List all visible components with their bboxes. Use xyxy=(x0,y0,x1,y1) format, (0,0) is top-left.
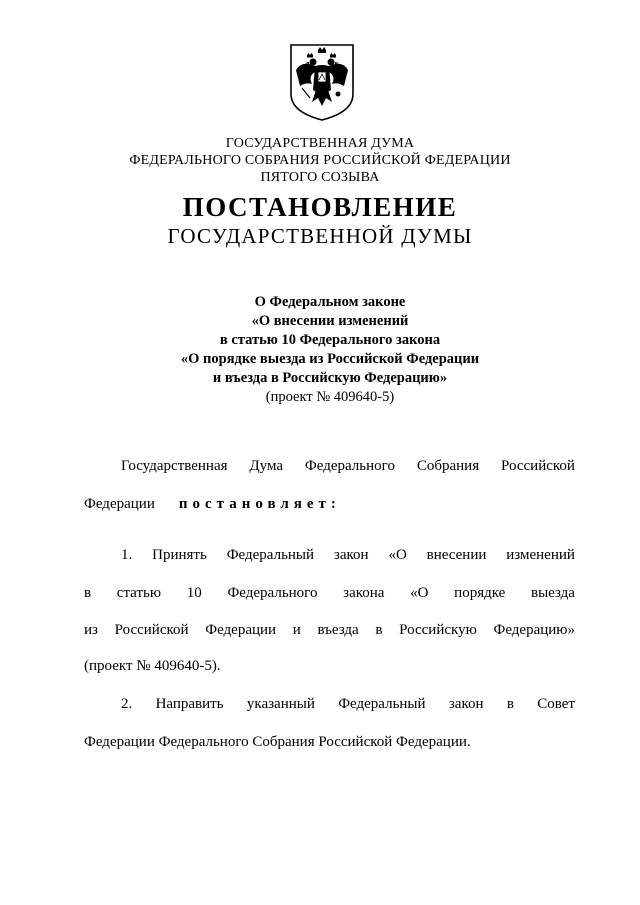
word: Федеральный xyxy=(338,696,426,712)
subject-line-2: «О внесении изменений xyxy=(251,313,409,329)
word: «О xyxy=(388,547,407,563)
word: в xyxy=(506,696,514,712)
word: въезда xyxy=(317,622,359,638)
word: Совет xyxy=(537,696,575,712)
word: порядке xyxy=(454,585,506,601)
word: Федерального xyxy=(227,585,318,601)
word: закон xyxy=(448,696,484,712)
word: выезда xyxy=(531,585,575,601)
document-subtitle: ГОСУДАРСТВЕННОЙ ДУМЫ xyxy=(167,224,473,248)
word: внесении xyxy=(426,547,487,563)
subject-line-1: О Федеральном законе xyxy=(254,294,406,310)
org-name-line-2: ФЕДЕРАЛЬНОГО СОБРАНИЯ РОССИЙСКОЙ ФЕДЕРАЦИИ xyxy=(129,153,511,168)
word: из xyxy=(84,622,98,638)
word: указанный xyxy=(246,696,315,712)
word: Федерацию» xyxy=(493,622,575,638)
word: в xyxy=(84,585,92,601)
item2-line-1 xyxy=(121,696,575,713)
item1-line-1 xyxy=(121,547,575,564)
subject-line-5: и въезда в Российскую Федерацию» xyxy=(212,370,448,386)
word: 1. xyxy=(121,547,133,563)
word: Российской xyxy=(501,458,575,474)
item1-line-4 xyxy=(84,658,575,675)
intro-line-2 xyxy=(84,496,575,513)
item1-line-3 xyxy=(84,622,575,639)
word: «О xyxy=(410,585,429,601)
document-title: ПОСТАНОВЛЕНИЕ xyxy=(182,192,458,222)
word: изменений xyxy=(506,547,575,563)
subject-line-4: «О порядке выезда из Российской Федерации xyxy=(180,351,480,367)
item1-line-2 xyxy=(84,585,575,602)
project-number: (проект № 409640-5). xyxy=(84,658,221,674)
convocation-line: ПЯТОГО СОЗЫВА xyxy=(260,170,380,185)
word: Федерации xyxy=(84,496,155,512)
word: и xyxy=(292,622,301,638)
word: 10 xyxy=(186,585,202,601)
word: 2. xyxy=(121,696,133,712)
resolves-verb: постановляет: xyxy=(178,496,341,512)
subject-line-3: в статью 10 Федерального закона xyxy=(219,332,441,348)
word: Федерации Федерального Собрания Российской Федерации. xyxy=(84,734,471,750)
subject-project-number: (проект № 409640-5) xyxy=(265,389,395,405)
intro-line-1 xyxy=(121,458,575,475)
org-name-line-1: ГОСУДАРСТВЕННАЯ ДУМА xyxy=(225,136,415,151)
word: Государственная xyxy=(121,458,228,474)
coat-of-arms-icon xyxy=(288,42,356,122)
word: Федерации xyxy=(205,622,277,638)
word: Российской xyxy=(114,622,189,638)
word: в xyxy=(375,622,383,638)
word: закон xyxy=(333,547,369,563)
word: Федеральный xyxy=(226,547,315,563)
word: Принять xyxy=(152,547,207,563)
word: Собрания xyxy=(416,458,480,474)
word: закона xyxy=(343,585,385,601)
word: Направить xyxy=(155,696,224,712)
word: статью xyxy=(116,585,162,601)
word: Федерального xyxy=(304,458,395,474)
word: Российскую xyxy=(399,622,477,638)
word: Дума xyxy=(249,458,284,474)
item2-line-2 xyxy=(84,734,575,751)
